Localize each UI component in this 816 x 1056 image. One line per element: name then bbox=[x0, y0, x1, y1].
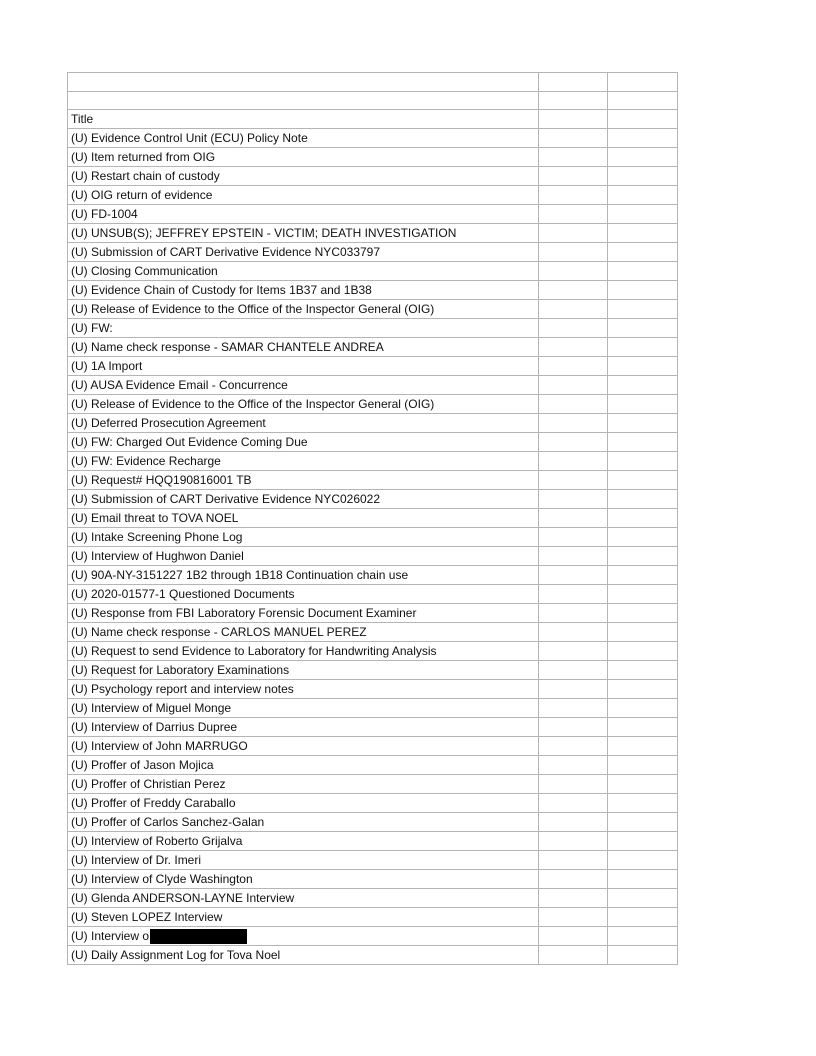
cell bbox=[539, 262, 608, 281]
cell bbox=[608, 395, 678, 414]
cell bbox=[608, 129, 678, 148]
cell bbox=[539, 661, 608, 680]
table-row bbox=[68, 129, 678, 148]
title-cell: (U) Interview of Darrius Dupree bbox=[68, 718, 539, 737]
title-cell: (U) Interview of Hughwon Daniel bbox=[68, 547, 539, 566]
table-row bbox=[68, 262, 678, 281]
cell bbox=[539, 490, 608, 509]
table-row bbox=[68, 908, 678, 927]
table-row bbox=[68, 490, 678, 509]
cell bbox=[539, 794, 608, 813]
cell bbox=[608, 718, 678, 737]
title-cell: (U) Name check response - SAMAR CHANTELE ANDREA bbox=[68, 338, 539, 357]
cell bbox=[608, 756, 678, 775]
title-cell: (U) Release of Evidence to the Office of the Inspector General (OIG) bbox=[68, 395, 539, 414]
cell bbox=[608, 623, 678, 642]
table-row bbox=[68, 433, 678, 452]
cell bbox=[539, 946, 608, 965]
cell bbox=[539, 509, 608, 528]
cell bbox=[539, 908, 608, 927]
cell bbox=[539, 243, 608, 262]
cell bbox=[539, 148, 608, 167]
table-row bbox=[68, 471, 678, 490]
cell bbox=[539, 680, 608, 699]
header-row bbox=[68, 110, 678, 129]
table-row bbox=[68, 832, 678, 851]
cell bbox=[608, 338, 678, 357]
redacted-row-prefix: (U) Interview o bbox=[71, 929, 150, 943]
table-row bbox=[68, 870, 678, 889]
cell bbox=[539, 642, 608, 661]
title-cell: (U) Psychology report and interview notes bbox=[68, 680, 539, 699]
cell bbox=[608, 262, 678, 281]
cell bbox=[539, 623, 608, 642]
cell bbox=[608, 604, 678, 623]
table-row bbox=[68, 205, 678, 224]
cell bbox=[539, 186, 608, 205]
table-row bbox=[68, 851, 678, 870]
title-cell: (U) Interview of Miguel Monge bbox=[68, 699, 539, 718]
title-cell: (U) Request for Laboratory Examinations bbox=[68, 661, 539, 680]
table-row bbox=[68, 661, 678, 680]
title-cell: (U) Interview of Dr. Imeri bbox=[68, 851, 539, 870]
title-cell: (U) Interview of Clyde Washington bbox=[68, 870, 539, 889]
cell bbox=[608, 205, 678, 224]
table-row bbox=[68, 547, 678, 566]
cell bbox=[608, 186, 678, 205]
cell bbox=[539, 224, 608, 243]
cell bbox=[539, 585, 608, 604]
cell bbox=[608, 433, 678, 452]
table-row bbox=[68, 186, 678, 205]
cell bbox=[539, 357, 608, 376]
table-row bbox=[68, 680, 678, 699]
table-row bbox=[68, 357, 678, 376]
title-cell: (U) Restart chain of custody bbox=[68, 167, 539, 186]
cell bbox=[539, 376, 608, 395]
cell bbox=[539, 205, 608, 224]
title-cell: (U) Item returned from OIG bbox=[68, 148, 539, 167]
cell bbox=[608, 452, 678, 471]
cell bbox=[539, 300, 608, 319]
cell bbox=[608, 243, 678, 262]
title-cell: (U) Interview of John MARRUGO bbox=[68, 737, 539, 756]
cell bbox=[608, 927, 678, 946]
cell bbox=[539, 775, 608, 794]
table-row-redacted bbox=[68, 927, 678, 946]
title-cell: (U) Evidence Chain of Custody for Items 1B37 and 1B38 bbox=[68, 281, 539, 300]
cell bbox=[539, 832, 608, 851]
cell bbox=[608, 851, 678, 870]
cell bbox=[539, 528, 608, 547]
cell bbox=[539, 737, 608, 756]
title-cell: (U) Proffer of Carlos Sanchez-Galan bbox=[68, 813, 539, 832]
cell bbox=[608, 376, 678, 395]
cell bbox=[608, 148, 678, 167]
cell bbox=[608, 946, 678, 965]
cell bbox=[608, 490, 678, 509]
title-cell: (U) 1A Import bbox=[68, 357, 539, 376]
title-cell: (U) Proffer of Freddy Caraballo bbox=[68, 794, 539, 813]
cell bbox=[608, 167, 678, 186]
table-row bbox=[68, 452, 678, 471]
cell bbox=[608, 357, 678, 376]
cell bbox=[608, 642, 678, 661]
cell bbox=[539, 604, 608, 623]
table-row bbox=[68, 148, 678, 167]
cell bbox=[68, 73, 539, 92]
cell bbox=[608, 319, 678, 338]
cell bbox=[539, 129, 608, 148]
cell bbox=[608, 73, 678, 92]
table-row bbox=[68, 281, 678, 300]
cell bbox=[608, 870, 678, 889]
cell bbox=[539, 851, 608, 870]
title-cell: (U) 2020-01577-1 Questioned Documents bbox=[68, 585, 539, 604]
evidence-log-table bbox=[67, 72, 678, 965]
cell bbox=[539, 566, 608, 585]
cell bbox=[608, 908, 678, 927]
table-row bbox=[68, 319, 678, 338]
cell bbox=[608, 528, 678, 547]
title-cell: (U) Evidence Control Unit (ECU) Policy Note bbox=[68, 129, 539, 148]
cell bbox=[608, 281, 678, 300]
title-cell: (U) Submission of CART Derivative Evidence NYC026022 bbox=[68, 490, 539, 509]
table-row bbox=[68, 699, 678, 718]
table-row bbox=[68, 946, 678, 965]
title-cell bbox=[68, 927, 539, 946]
cell bbox=[608, 509, 678, 528]
cell bbox=[539, 889, 608, 908]
table-row bbox=[68, 414, 678, 433]
title-cell: (U) Daily Assignment Log for Tova Noel bbox=[68, 946, 539, 965]
table-row bbox=[68, 623, 678, 642]
cell bbox=[608, 547, 678, 566]
title-cell: (U) Deferred Prosecution Agreement bbox=[68, 414, 539, 433]
title-cell: (U) 90A-NY-3151227 1B2 through 1B18 Continuation chain use bbox=[68, 566, 539, 585]
cell bbox=[539, 718, 608, 737]
table-row bbox=[68, 167, 678, 186]
table-row bbox=[68, 300, 678, 319]
title-cell: (U) Release of Evidence to the Office of the Inspector General (OIG) bbox=[68, 300, 539, 319]
cell bbox=[608, 566, 678, 585]
cell bbox=[608, 699, 678, 718]
blank-row bbox=[68, 91, 678, 110]
cell bbox=[539, 927, 608, 946]
cell bbox=[608, 737, 678, 756]
table-row bbox=[68, 718, 678, 737]
cell bbox=[539, 281, 608, 300]
cell bbox=[539, 110, 608, 129]
cell bbox=[608, 813, 678, 832]
table-row bbox=[68, 604, 678, 623]
table-row bbox=[68, 528, 678, 547]
title-cell: (U) Request to send Evidence to Laboratory for Handwriting Analysis bbox=[68, 642, 539, 661]
table-row bbox=[68, 889, 678, 908]
cell bbox=[608, 794, 678, 813]
cell bbox=[608, 775, 678, 794]
table-body bbox=[68, 73, 678, 965]
table-row bbox=[68, 756, 678, 775]
title-cell: (U) Intake Screening Phone Log bbox=[68, 528, 539, 547]
blank-row bbox=[68, 73, 678, 92]
cell bbox=[539, 319, 608, 338]
title-cell: (U) FD-1004 bbox=[68, 205, 539, 224]
cell bbox=[539, 433, 608, 452]
table-row bbox=[68, 243, 678, 262]
cell bbox=[539, 756, 608, 775]
cell bbox=[608, 414, 678, 433]
cell bbox=[608, 832, 678, 851]
table-row bbox=[68, 376, 678, 395]
cell bbox=[539, 167, 608, 186]
title-cell: (U) AUSA Evidence Email - Concurrence bbox=[68, 376, 539, 395]
title-cell: (U) OIG return of evidence bbox=[68, 186, 539, 205]
cell bbox=[539, 91, 608, 110]
title-cell: (U) Name check response - CARLOS MANUEL PEREZ bbox=[68, 623, 539, 642]
table-row bbox=[68, 813, 678, 832]
table-row bbox=[68, 737, 678, 756]
cell bbox=[539, 452, 608, 471]
cell bbox=[608, 91, 678, 110]
title-cell: (U) Proffer of Christian Perez bbox=[68, 775, 539, 794]
table-row bbox=[68, 585, 678, 604]
title-cell: (U) FW: Evidence Recharge bbox=[68, 452, 539, 471]
table-row bbox=[68, 775, 678, 794]
title-cell: (U) FW: Charged Out Evidence Coming Due bbox=[68, 433, 539, 452]
title-cell: (U) Email threat to TOVA NOEL bbox=[68, 509, 539, 528]
cell bbox=[539, 870, 608, 889]
title-cell: (U) Steven LOPEZ Interview bbox=[68, 908, 539, 927]
title-cell: (U) FW: bbox=[68, 319, 539, 338]
table-row bbox=[68, 338, 678, 357]
cell bbox=[539, 471, 608, 490]
title-header: Title bbox=[68, 110, 539, 129]
title-cell: (U) Interview of Roberto Grijalva bbox=[68, 832, 539, 851]
cell bbox=[608, 661, 678, 680]
cell bbox=[608, 110, 678, 129]
cell bbox=[539, 73, 608, 92]
table-row bbox=[68, 224, 678, 243]
cell bbox=[539, 699, 608, 718]
title-cell: (U) Response from FBI Laboratory Forensic Document Examiner bbox=[68, 604, 539, 623]
cell bbox=[539, 338, 608, 357]
cell bbox=[608, 471, 678, 490]
title-cell: (U) Request# HQQ190816001 TB bbox=[68, 471, 539, 490]
table-row bbox=[68, 794, 678, 813]
title-cell: (U) Closing Communication bbox=[68, 262, 539, 281]
cell bbox=[539, 547, 608, 566]
cell bbox=[608, 300, 678, 319]
cell bbox=[539, 395, 608, 414]
table-row bbox=[68, 509, 678, 528]
title-cell: (U) Glenda ANDERSON-LAYNE Interview bbox=[68, 889, 539, 908]
redaction-box bbox=[150, 929, 247, 944]
cell bbox=[608, 585, 678, 604]
cell bbox=[68, 91, 539, 110]
cell bbox=[539, 414, 608, 433]
table-row bbox=[68, 642, 678, 661]
table-row bbox=[68, 395, 678, 414]
cell bbox=[608, 889, 678, 908]
title-cell: (U) Proffer of Jason Mojica bbox=[68, 756, 539, 775]
table-row bbox=[68, 566, 678, 585]
cell bbox=[608, 224, 678, 243]
title-cell: (U) Submission of CART Derivative Evidence NYC033797 bbox=[68, 243, 539, 262]
title-cell: (U) UNSUB(S); JEFFREY EPSTEIN - VICTIM; DEATH INVESTIGATION bbox=[68, 224, 539, 243]
cell bbox=[608, 680, 678, 699]
cell bbox=[539, 813, 608, 832]
